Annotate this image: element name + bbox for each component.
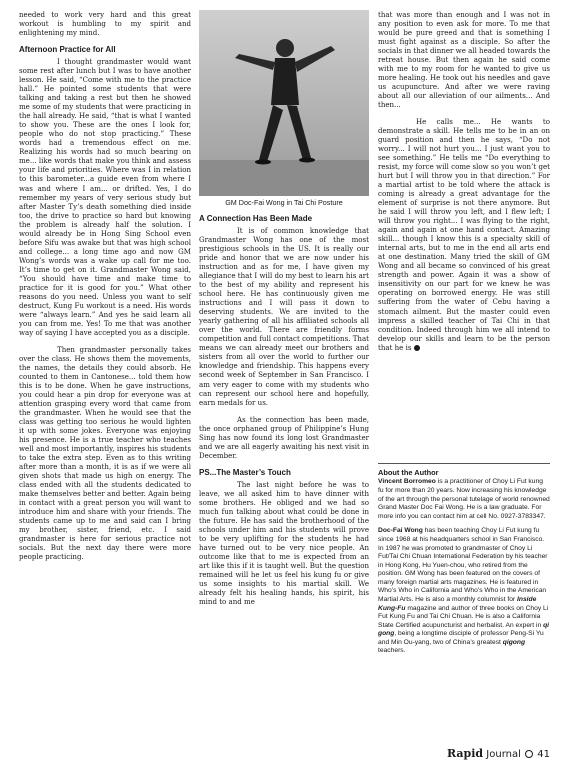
magazine-journal-label: Journal [486,749,521,760]
author-name: Vincent Borromeo [378,478,436,486]
about-the-author-box [378,463,550,662]
page-footer [447,747,550,760]
grandmaster-bio-text: teachers. [378,647,406,655]
section-heading-afternoon: Afternoon Practice for All [19,45,116,55]
section-heading-connection: A Connection Has Been Made [199,214,313,223]
article-column-1 [19,10,191,561]
page-number: 41 [537,749,550,760]
photo-gm-doc-fai-wong [199,10,369,196]
grandmaster-bio-text: has been teaching Choy Li Fut kung fu since 1968 at his headquarters school in San Francisco. In 1987 he was promoted to grandmaster of Choy Li Fut/Tai Chi Chuan International Federation by his teacher in Hong Kong, Hu Yuen-chou, who retired from the position. GM Wong has been featured on the covers of many foreign martial arts magazines. He is featured in Who’s Who in California and Who’s Who in the American Martial Arts. He is also a monthly columnist for [378,527,548,603]
qigong-term: qi gong [378,621,550,638]
page-mark-icon [525,750,533,758]
qigong-term: qigong [502,638,526,646]
paragraph: I thought grandmaster would want some rest after lunch but I was to have another lesson. He said, “Come with me to the practice hall.” He pointed some students that were talking and taking a rest but then he showed me some of my students that were practicing in the hall already. He said, “that is what I wanted to show you. These are the ones I look for, people who do not stop practicing.” These words had a tremendous effect on me. Realizing his words had so much bearing on me... like words that make you think and assess your life and priorities. Where was I in relation to this barometer...a guide even from where I was and where I am... or drifted. Yes, I do remember my years of very serious study but after Master Ty’s death something died inside too, the drive to practice so hard but knowing the problem is already half the solution. I would already be in Hong Sing School even before Sifu was awake but that was high school and college... a long time ago and now GM Wong’s words was a wake up call for me too. It’s time to get on it. Grandmaster Wong said, “You should have time and make time to practice for it is good for you.” What other reasons do you need. Unless you want to self destruct, Kung Fu workout is a need. His words were “always learn.” And yes he said learn all you can from me. Yes! To me that was another way of saying I have accepted you as a disciple. [19,57,191,337]
about-heading: About the Author [378,468,439,477]
end-mark-icon [414,345,420,351]
magazine-name: Inside Kung-Fu [378,595,537,612]
paragraph-text: He calls me... He wants to demonstrate a skill. He tells me to be in an on guard position and then he says, “Do not worry... I will not hurt you... I just want you to see something.” He tells me “Do everything to resist, my force will come slow so you won’t get hurt but I will throw you in that direction.” For a martial artist to be told where the attack is coming is already a great advantage for the element of surprise is not there anymore. But he said I will throw you left, and I flew left; I will throw you right... I was flying to the right, again and again at one hand contact. Amazing skill... though I know this is a specialty skill of internal arts, but to me in the end all arts end at one destination. Many tried the skill of GM Wong and all became so convinced of his great strength and power. Again it was a show of insensitivity on our part for we knew he was operating on borrowed energy. He was still suffering from the water of Cebu having a stomach ailment. But the master could even impress a skilled teacher of Tai Chi in that condition. Indeed through him we all intend to develop our skills and learn to be the person that he is [378,117,550,352]
tai-chi-figure-image [199,10,369,196]
grandmaster-bio-text: , being a longtime disciple of professor Peng-Si Yu and Min Ou-yang, two of China’s greatest [378,630,544,646]
photo-caption: GM Doc-Fai Wong in Tai Chi Posture [225,198,343,207]
article-column-2 [199,214,369,606]
paragraph: Then grandmaster personally takes over the class. He shows them the movements, the names, the details they could absorb. He counted to them in Cantonese... told them how this is to be done. When he gave instructions, you could hear a pin drop for everyone was at attention grasping every word that came from the grandmaster. When he would see that the class was getting too serious he would lighten it up with some jokes. Everyone was enjoying his presence. He is a true teacher who teaches well and most importantly, inspires his students to take the extra step. Even as to this writing after more than a month, it is as if we were all given shots that made us high on energy. The class ended with all the students dedicated to make themselves better and better. Again being in contact with a great person you will want to introduce him and share with your friends. The students came up to me and said can I bring my brother, sister, friend, etc. I said grandmaster is here for serious practice not socials. But the next day there were more people practicing. [19,344,191,562]
magazine-brand: Rapid [447,747,484,760]
article-column-3 [378,10,550,352]
paragraph: that was more than enough and I was not in any position to even ask for more. To me that would be pure greed and that is something I must fight against as a disciple. So after the socials in that dinner we all headed towards the retreat house. But then again he said come with me to my room for he wanted to give us more healing. He took out his needles and gave us acupuncture. And after we were raving about all our alleviation of our ailments... And then... [378,10,550,110]
grandmaster-bio-text: magazine and author of three books on Choy Li Fut Kung Fu and Tai Chi Chuan. He is also a California State Certified acupuncturist and herbalist. An expert in [378,604,549,629]
paragraph: As the connection has been made, the once orphaned group of Philippine’s Hung Sing has now found its long lost Grandmaster and we are all eagerly awaiting his next visit in December. [199,414,369,460]
paragraph: The last night before he was to leave, we all asked him to have dinner with some brothers. He obliged and we had so much fun talking about what could be done in the future. He has said the brotherhood of the schools under him and his students will prove to be very uplifting for the students he had have turned out to be very nice people. An outcome like that to me is expected from an art like this if it is taught well. But the question remained will he let us feel his kung fu or give us some insights to his martial skill. We already felt his healing hands, his spirit, his mind to and me [199,479,370,607]
grandmaster-bio [378,527,550,656]
grandmaster-name: Doc-Fai Wong [378,527,423,535]
paragraph [378,117,550,351]
paragraph: needed to work very hard and this great workout is humbling to my spirit and enlightening my mind. [19,10,191,38]
paragraph: It is of common knowledge that Grandmaster Wong has one of the most prestigious schools in the US. It is really our pride and honor that we are now under his instruction and as for me, I have given my allegiance that I will do my best to learn his art to the best of my ability and represent his school here. He has continuously given me instructions and I will pass it down to deserving students. We are invited to the yearly gathering of all his affiliated schools all over the world. There are friendly forms competition and full contact competitions. That means we can already meet our brothers and sisters from all over the world to further our knowledge and friendship. This happens every second week of September in San Francisco. I am very eager to come with my students who can represent our school here and hopefully, earn medals for us. [199,226,369,407]
author-bio [378,478,550,521]
section-heading-ps: PS...The Master’s Touch [199,467,291,477]
author-bio-text: is a practitioner of Choy Li Fut kung fu for more than 20 years. Now increasing his knowledge of the art through the personal tutelage of world renowned Grand Master Doc Fai Wong. He is a law graduate. For more info you can contact him at cell No. 0927-3783347. [378,478,550,520]
